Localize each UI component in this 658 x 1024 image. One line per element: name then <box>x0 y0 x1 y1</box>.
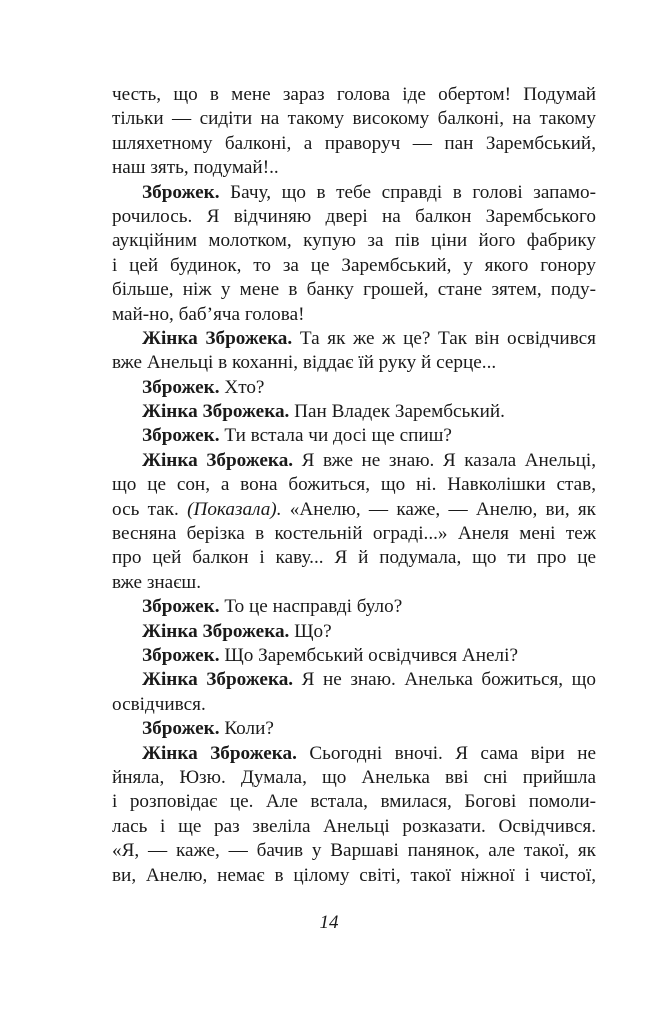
line-text: Хто? <box>224 376 265 398</box>
text-segment <box>292 328 300 349</box>
line-text: шляхетному балконі, а праворуч — пан Зарембський, <box>112 132 596 154</box>
text-line <box>112 668 596 692</box>
text-line <box>112 473 596 497</box>
text-line <box>112 400 596 424</box>
text-line <box>112 107 596 131</box>
line-text: вже знаєш. <box>112 571 201 593</box>
text-line <box>112 595 596 619</box>
text-line <box>112 717 596 741</box>
line-text: вже Анельці в коханні, віддає їй руку й серце... <box>112 352 497 374</box>
text-line <box>112 351 596 375</box>
page-text <box>112 83 596 888</box>
line-text: Я вже не знаю. Я казала Анельці, <box>301 449 597 471</box>
text-line <box>112 278 596 302</box>
line-text: лась і ще раз звеліла Анельці розказати. Освідчився. <box>112 815 596 837</box>
text-segment <box>293 669 302 690</box>
line-text: То це насправді було? <box>224 596 403 618</box>
speaker-name: Зброжек. <box>142 376 220 398</box>
speaker-name: Зброжек. <box>142 644 220 666</box>
line-text: Що Зарембський освідчився Анелі? <box>224 644 518 666</box>
text-line <box>112 644 596 668</box>
text-line <box>112 742 596 766</box>
line-text: ви, Анелю, немає в цілому світі, такої ніжної і чистої, <box>112 864 596 886</box>
text-line <box>112 864 596 888</box>
line-text: про цей балкон і каву... Я й подумала, що ти про це <box>112 547 596 569</box>
speaker-name: Жінка Зброжека. <box>142 327 293 349</box>
text-line <box>112 620 596 644</box>
text-line <box>112 132 596 156</box>
text-line <box>112 156 596 180</box>
speaker-name: Зброжек. <box>142 596 220 618</box>
text-line <box>112 424 596 448</box>
text-line <box>112 790 596 814</box>
line-text: що це сон, а вона божиться, що ні. Навколішки став, <box>112 474 596 496</box>
speaker-name: Жінка Зброжека. <box>142 620 290 642</box>
text-line <box>112 546 596 570</box>
line-text: і цей будинок, то за це Зарембський, у якого гонору <box>112 254 596 276</box>
stage-direction: (Показала). <box>187 498 282 520</box>
line-text: «Я, — каже, — бачив у Варшаві панянок, але такої, як <box>112 840 596 862</box>
line-text: Сьогодні вночі. Я сама віри не <box>309 742 596 764</box>
text-segment: ось так. <box>112 498 188 520</box>
line-text: Та як же ж це? Так він освідчився <box>299 327 596 349</box>
line-text: Коли? <box>224 718 274 740</box>
text-line <box>112 327 596 351</box>
line-text: рочилось. Я відчиняю двері на балкон Зарембського <box>112 205 596 227</box>
line-text: весняна берізка в костельній ограді...» Анеля мені теж <box>112 523 596 545</box>
text-line <box>112 303 596 327</box>
speaker-name: Жінка Зброжека. <box>142 449 294 471</box>
text-line <box>112 181 596 205</box>
line-text: Ти встала чи досі ще спиш? <box>224 425 452 447</box>
line-text: Я не знаю. Анелька божиться, що <box>301 669 597 691</box>
text-line <box>112 376 596 400</box>
speaker-name: Жінка Зброжека. <box>142 669 294 691</box>
text-line <box>112 498 596 522</box>
line-text: честь, що в мене зараз голова іде обертом! Подумай <box>112 84 596 105</box>
line-text: йняла, Юзю. Думала, що Анелька вві сні прийшла <box>112 766 596 788</box>
text-segment <box>293 450 302 471</box>
text-line <box>112 83 596 107</box>
line-text: наш зять, подумай!.. <box>112 157 279 179</box>
text-line <box>112 815 596 839</box>
speaker-name: Жінка Зброжека. <box>142 401 290 423</box>
line-text: аукційним молотком, купую за пів ціни його фабрику <box>112 230 596 252</box>
page-number: 14 <box>319 912 339 933</box>
speaker-name: Зброжек. <box>142 425 220 447</box>
line-text: Пан Владек Зарембський. <box>294 401 505 423</box>
text-line <box>112 522 596 546</box>
speaker-name: Зброжек. <box>142 181 220 203</box>
line-text: і розповідає це. Але встала, вмилася, Богові помоли- <box>112 791 596 813</box>
text-line <box>112 254 596 278</box>
text-line <box>112 205 596 229</box>
text-line <box>112 571 596 595</box>
text-segment <box>297 743 309 764</box>
text-line <box>112 693 596 717</box>
line-text: освідчився. <box>112 693 206 715</box>
text-line <box>112 839 596 863</box>
text-line <box>112 229 596 253</box>
text-line <box>112 449 596 473</box>
text-line <box>112 766 596 790</box>
line-text: Що? <box>294 620 332 642</box>
line-text: «Анелю, — каже, — Анелю, ви, як <box>281 498 597 520</box>
speaker-name: Зброжек. <box>142 718 220 740</box>
text-segment <box>220 182 231 203</box>
line-text: більше, ніж у мене в банку грошей, стане зятем, поду- <box>112 279 596 301</box>
speaker-name: Жінка Зброжека. <box>142 742 297 764</box>
line-text: май-но, баб’яча голова! <box>112 303 305 325</box>
line-text: тільки — сидіти на такому високому балконі, на такому <box>112 108 596 130</box>
line-text: Бачу, що в тебе справді в голові запамо- <box>230 181 597 203</box>
